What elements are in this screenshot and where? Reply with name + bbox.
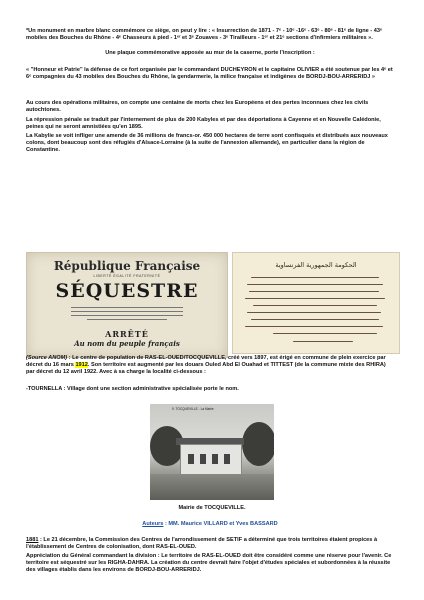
history-text-1: : Le 21 décembre, la Commission des Centres de l'arrondissement de SETIF a déterminé que trois territoires étaient propices à l'établissement de Centres de colonisation, dont RAS-EL-OUED. [26,537,378,551]
photo-window [224,454,230,464]
photo-tree [150,426,184,466]
source-label: Source ANOM [27,355,66,361]
poster-republic-title: République Française [53,259,201,273]
handwriting-line [253,305,377,306]
photo-inner-title: 9. TOCQUEVILLE - La Mairie [172,407,214,411]
source-open-paren: ( [26,355,28,361]
arabic-document-image [232,252,400,354]
losses-paragraph: Au cours des opérations militaires, on compte une centaine de morts chez les Européens et des pertes inconnues chez les civils autochtones. [26,100,369,114]
handwriting-signature [293,341,353,342]
history-paragraph-2: Appréciation du Général commandant la division : Le territoire de RAS-EL-OUED doit être considéré comme une réserve pour l'avenir. Ce territoire est séquestré sur les RIGHA-DAHRA. La création du centre devrait faire l'objet d'études spéciales et subordonnées à la réussite des villages établis dans les environs de BORDJ-BOU-ARRERIDJ. [26,553,392,574]
poster-motto: LIBERTÉ ÉGALITÉ FRATERNITÉ [93,274,161,278]
source-text-2: . Son territoire est augmenté par les douars Ouled Abd El Ouahad et TITTEST (de la commune mixte des RHIRA) par décret du 12 avril 1922. Avec à sa charge la localité ci-dessous : [26,362,386,376]
sequestre-poster-image [26,252,228,358]
poster-text-line [71,307,183,308]
handwriting-line [251,319,379,320]
handwriting-line [247,284,383,285]
photo-window [188,454,194,464]
handwriting-line [251,277,379,278]
repression-paragraph: La répression pénale se traduit par l'internement de plus de 200 Kabyles et par des déportations à Cayenne et en Nouvelle Calédonie, peines qui ne seront amnistiées qu'en 1895. [26,117,381,131]
handwriting-line [247,312,381,313]
authors-line [26,521,394,528]
photo-window [200,454,206,464]
handwriting-line [245,326,383,327]
authors-names: : MM. Maurice VILLARD et Yves BASSARD [163,521,278,527]
poster-sequestre-title: SÉQUESTRE [55,280,199,302]
photo-tree [242,422,274,466]
fine-paragraph: La Kabylie se voit infliger une amende de 36 millions de francs-or. 450 000 hectares de terre sont confisqués et distribués aux nouveaux colons, dont beaucoup sont des réfugiés d'Alsace-Lorraine (à la suite de l'annexion allemande), en particulier dans la région de Constantine. [26,133,388,154]
handwriting-line [245,298,385,299]
tournella-paragraph: -TOURNELLA : Village dont une section administrative spécialisée porte le nom. [26,386,239,392]
monument-paragraph: *Un monument en marbre blanc commémore ce siège, on peut y lire : « Insurrection de 1871 - 7ᵉ - 10ᵉ -16ᵉ - 63ᵉ - 80ᵉ - 81ᵉ de ligne - 43ᵉ mobiles des Bouches du Rhône - 4ᵉ Chasseurs à pied - 1ᵉʳ et 3ᵉ Zouaves - 3ᵉ Tirailleurs - 1ᵉʳ et 21ᵉ sections d'infirmiers militaires ». [26,28,383,42]
plaque-inscription: « "Honneur et Patrie" la défense de ce fort organisée par le commandant DUCHEYRON et le capitaine OLIVIER a été soutenue par les 4ᵉ et 6ᵉ compagnies du 43 mobiles des Bouches du Rhône, la gendarmerie, la milice française et indigènes de BORDJ-BOU-ARRERIDJ » [26,67,393,81]
poster-text-line [71,311,183,312]
photo-ground [150,474,274,500]
source-year-highlight: 1912 [75,362,88,369]
source-paragraph [26,355,394,377]
plaque-heading: Une plaque commémorative apposée au mur de la caserne, porte l'inscription : [105,50,315,56]
poster-text-line [71,315,183,316]
source-close-paren: ) [65,355,68,361]
poster-subtitle: Au nom du peuple français [74,339,180,348]
authors-label: Auteurs [142,521,164,527]
source-text-1: : Le centre de population de RAS-EL-OUED/TOCQUEVILLE, créé vers 1897, est érigé en commune de plein exercice par décret du 16 mars [26,355,386,369]
photo-caption: Mairie de TOCQUEVILLE. [178,505,246,511]
poster-arrete: ARRÊTÉ [105,329,149,339]
arabic-heading: الحكومة الجمهورية الفرنساوية [275,261,357,269]
handwriting-line [273,333,377,334]
history-year: 1881 [26,537,39,543]
handwriting-line [249,291,379,292]
poster-text-line [87,319,167,320]
mairie-photo [150,404,274,500]
photo-window [212,454,218,464]
history-paragraph-1 [26,537,394,551]
